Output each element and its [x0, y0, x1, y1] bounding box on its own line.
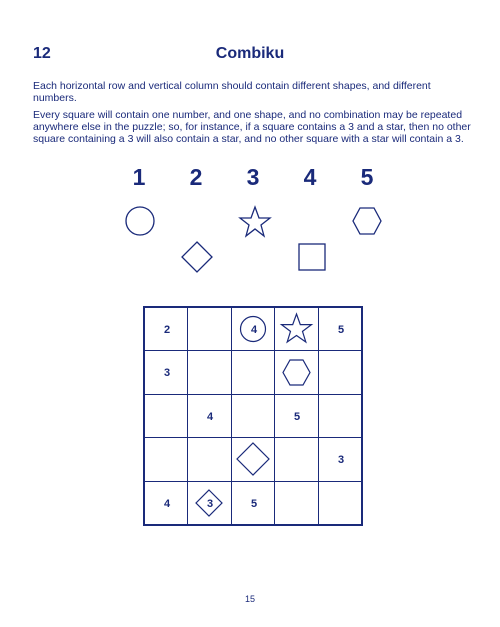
grid-cell-r2-c3[interactable] [232, 351, 276, 395]
hexagon-icon [351, 205, 383, 237]
instruction-paragraph-1: Each horizontal row and vertical column should contain different shapes, and different numbers. [33, 80, 431, 104]
cell-number: 5 [337, 324, 345, 336]
grid-cell-r5-c2[interactable] [188, 482, 232, 526]
grid-cell-r4-c1[interactable] [145, 438, 189, 482]
grid-cell-r1-c2[interactable] [188, 308, 232, 352]
puzzle-grid [143, 306, 363, 526]
cell-number: 3 [163, 367, 171, 379]
star-icon [238, 205, 272, 239]
legend-number-3: 3 [246, 164, 260, 190]
cell-number: 3 [206, 498, 214, 510]
cell-number: 4 [250, 324, 258, 336]
square-icon [297, 242, 327, 272]
star-icon [275, 308, 318, 351]
grid-cell-r4-c2[interactable] [188, 438, 232, 482]
page-title: Combiku [215, 45, 285, 62]
grid-cell-r2-c1[interactable] [145, 351, 189, 395]
grid-cell-r5-c5[interactable] [319, 482, 363, 526]
hexagon-icon [275, 351, 318, 394]
legend-number-5: 5 [360, 164, 374, 190]
grid-cell-r3-c5[interactable] [319, 395, 363, 439]
cell-number: 5 [250, 498, 258, 510]
circle-icon [124, 205, 156, 237]
grid-cell-r5-c1[interactable] [145, 482, 189, 526]
grid-cell-r2-c2[interactable] [188, 351, 232, 395]
page-number: 15 [244, 594, 255, 604]
grid-cell-r4-c4[interactable] [275, 438, 319, 482]
grid-cell-r3-c4[interactable] [275, 395, 319, 439]
grid-cell-r1-c5[interactable] [319, 308, 363, 352]
grid-cell-r3-c3[interactable] [232, 395, 276, 439]
grid-cell-r3-c2[interactable] [188, 395, 232, 439]
cell-number: 4 [206, 411, 214, 423]
grid-cell-r3-c1[interactable] [145, 395, 189, 439]
legend-number-1: 1 [132, 164, 146, 190]
grid-cell-r1-c3[interactable] [232, 308, 276, 352]
grid-cell-r4-c5[interactable] [319, 438, 363, 482]
cell-number: 4 [163, 498, 171, 510]
grid-cell-r4-c3[interactable] [232, 438, 276, 482]
grid-cell-r5-c3[interactable] [232, 482, 276, 526]
grid-cell-r2-c5[interactable] [319, 351, 363, 395]
instruction-paragraph-2: Every square will contain one number, and one shape, and no combination may be repeated anywhere else in the puzzle; so, for instance, if a square contains a 3 and a star, then no other square containing a 3 will also contain a star, and no other square with a star will contain a 3. [33, 109, 471, 145]
grid-cell-r2-c4[interactable] [275, 351, 319, 395]
grid-cell-r1-c4[interactable] [275, 308, 319, 352]
legend-number-4: 4 [303, 164, 317, 190]
diamond-icon [180, 240, 214, 274]
puzzle-number: 12 [33, 45, 51, 62]
cell-number: 3 [337, 454, 345, 466]
cell-number: 2 [163, 324, 171, 336]
grid-cell-r5-c4[interactable] [275, 482, 319, 526]
legend-number-2: 2 [189, 164, 203, 190]
cell-number: 5 [293, 411, 301, 423]
diamond-icon [232, 438, 274, 480]
grid-cell-r1-c1[interactable] [145, 308, 189, 352]
